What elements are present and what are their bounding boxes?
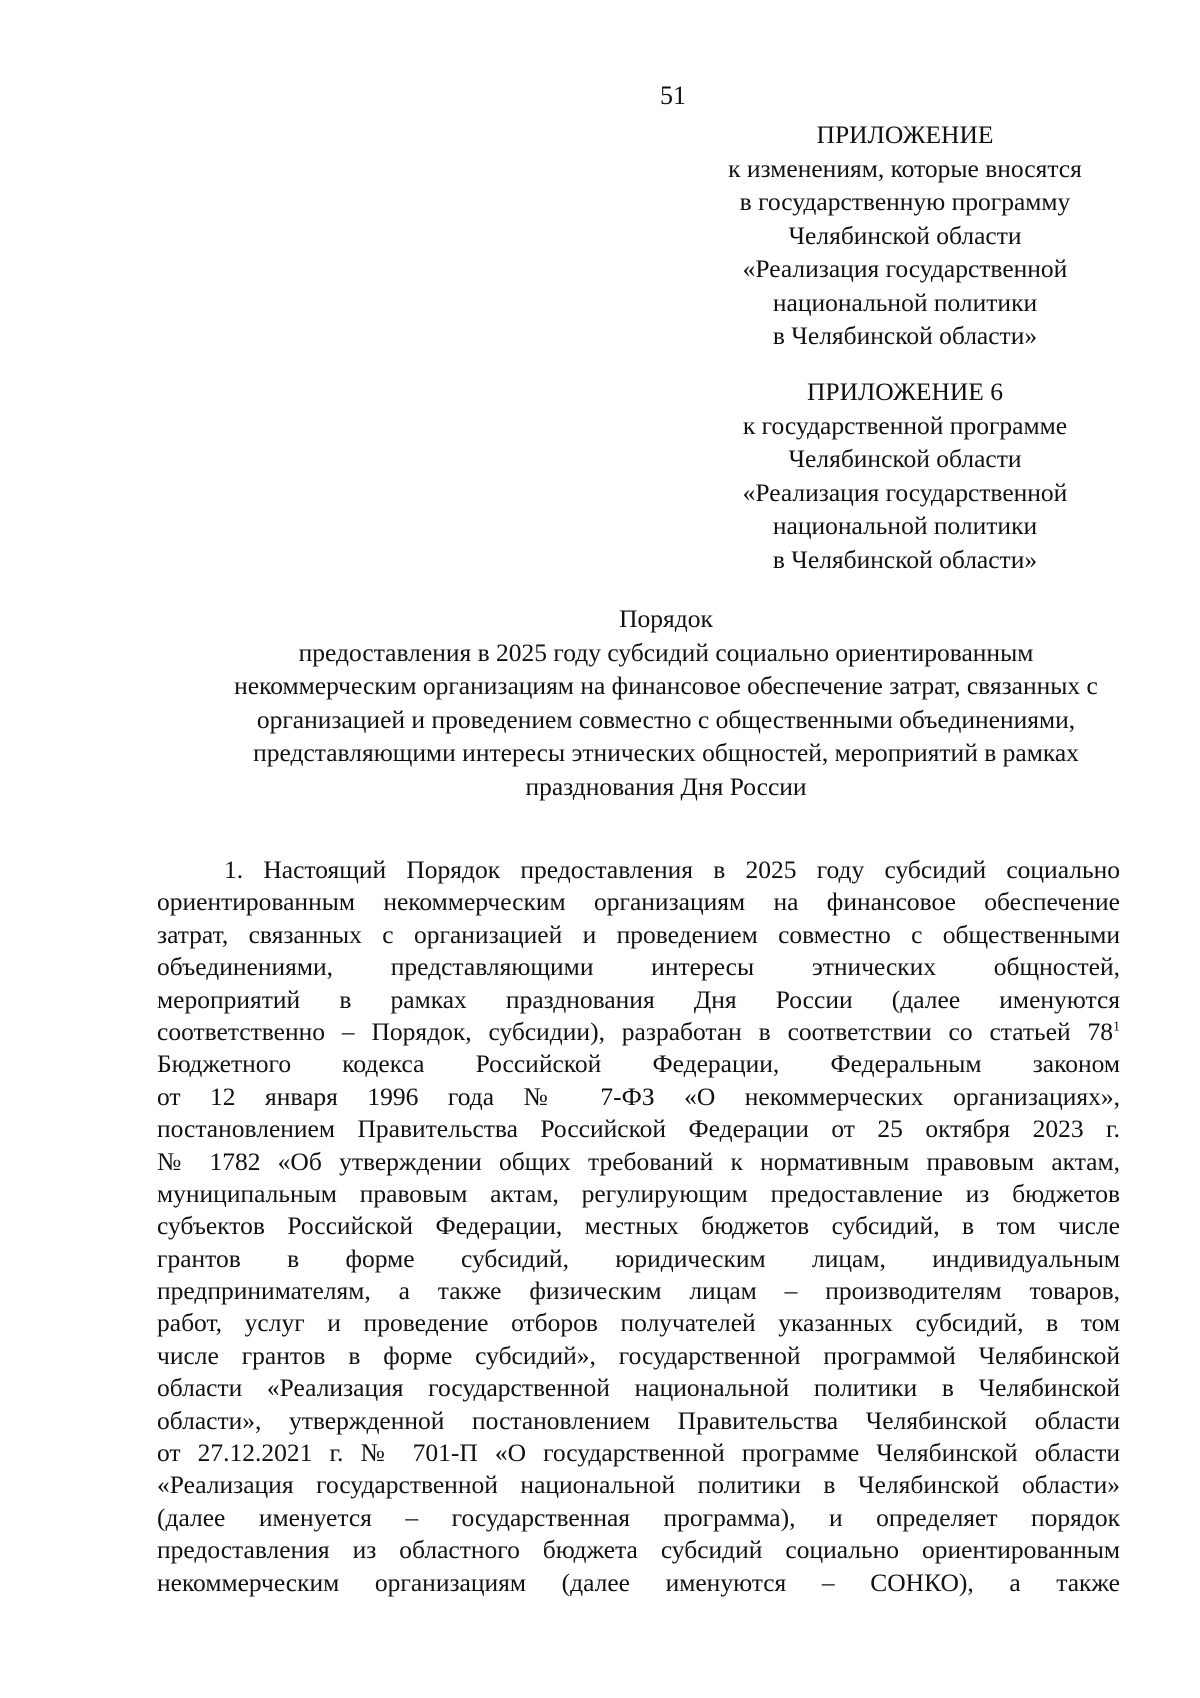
appendix-changes-line: Челябинской области [788,220,1022,250]
paragraph-line: некоммерческим организациям (далее именуются – СОНКО), а также [157,1567,1120,1597]
appendix-6-block [690,375,1120,576]
paragraph-line: от 27.12.2021 г. № 701-П «О государственной программе Челябинской области [157,1438,1120,1468]
appendix-6-heading: ПРИЛОЖЕНИЕ 6 [806,377,1004,406]
paragraph-line: Бюджетного кодекса Российской Федерации, Федеральным законом [157,1049,1120,1079]
appendix-changes-line: «Реализация государственной [742,254,1068,283]
paragraph-line: объединениями, представляющими интересы этнических общностей, [157,952,1120,982]
document-title-line: празднования Дня России [525,771,807,801]
paragraph-line: области», утвержденной постановлением Правительства Челябинской области [157,1405,1120,1435]
appendix-changes-block [690,118,1120,353]
paragraph-line: (далее именуется – государственная программа), и определяет порядок [157,1502,1120,1532]
appendix-changes-heading: ПРИЛОЖЕНИЕ [816,120,994,149]
paragraph-line: работ, услуг и проведение отборов получателей указанных субсидий, в том [157,1308,1120,1338]
paragraph-line: предпринимателям, а также физическим лицам – производителям товаров, [157,1276,1120,1306]
appendix-6-line: национальной политики [772,511,1038,540]
paragraph-line: постановлением Правительства Российской Федерации от 25 октября 2023 г. [157,1114,1120,1144]
paragraph-line: 1. Настоящий Порядок предоставления в 2025 году субсидий социально [224,855,1120,884]
document-title-line: предоставления в 2025 году субсидий социально ориентированным [298,637,1034,667]
article-superscript: 1 [1113,1019,1120,1035]
paragraph-line: предоставления из областного бюджета субсидий социально ориентированным [157,1535,1120,1565]
paragraph-line: числе грантов в форме субсидий», государственной программой Челябинской [157,1340,1120,1370]
document-title-line: некоммерческим организациям на финансовое обеспечение затрат, связанных с [234,671,1098,700]
paragraph-line-with-superscript [157,1016,1120,1048]
document-title-line: организацией и проведением совместно с общественными объединениями, [256,704,1076,734]
document-title-heading: Порядок [619,604,713,633]
page-number: 51 [660,81,686,110]
appendix-6-line: в Челябинской области» [772,544,1038,574]
paragraph-line: «Реализация государственной национальной политики в Челябинской области» [157,1470,1120,1500]
paragraph-line: муниципальным правовым актам, регулирующим предоставление из бюджетов [157,1178,1120,1208]
paragraph-line: затрат, связанных с организацией и проведением совместно с общественными [157,919,1120,949]
appendix-changes-line: к изменениям, которые вносятся [728,153,1082,183]
paragraph-line: грантов в форме субсидий, юридическим лицам, индивидуальным [157,1243,1120,1273]
document-title-line: представляющими интересы этнических общностей, мероприятий в рамках [253,738,1079,767]
paragraph-line: субъектов Российской Федерации, местных бюджетов субсидий, в том числе [157,1211,1120,1241]
document-title [150,602,1182,803]
appendix-6-line: Челябинской области [788,444,1022,473]
appendix-6-line: к государственной программе [742,410,1068,440]
paragraph-line: ориентированным некоммерческим организациям на финансовое обеспечение [157,887,1120,917]
paragraph-1 [157,854,1120,1599]
appendix-changes-line: в Челябинской области» [772,321,1038,350]
appendix-changes-line: национальной политики [772,287,1038,317]
paragraph-line: от 12 января 1996 года № 7-ФЗ «О некоммерческих организациях», [157,1081,1120,1111]
paragraph-line: мероприятий в рамках празднования Дня России (далее именуются [157,984,1120,1014]
paragraph-line-text: соответственно – Порядок, субсидии), разработан в соответствии со статьей 78 [157,1016,1113,1046]
appendix-6-line: «Реализация государственной [742,477,1068,507]
paragraph-line: области «Реализация государственной национальной политики в Челябинской [157,1373,1120,1403]
paragraph-line: № 1782 «Об утверждении общих требований к нормативным правовым актам, [157,1146,1120,1176]
appendix-changes-line: в государственную программу [739,187,1071,216]
